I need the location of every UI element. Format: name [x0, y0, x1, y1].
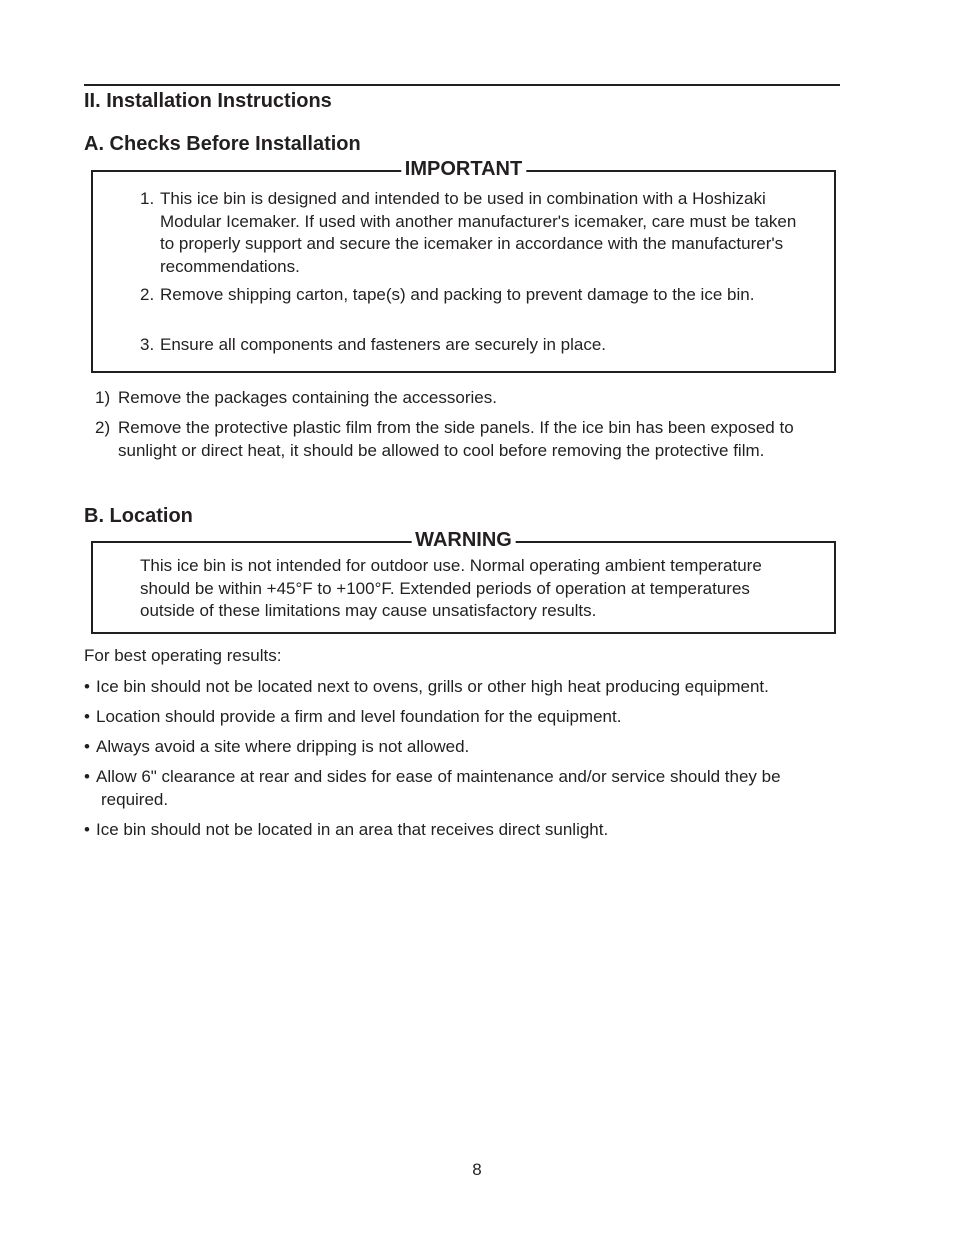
item-number: 2.: [140, 285, 155, 304]
important-item-1: [140, 188, 800, 278]
bullet-item-1: [84, 676, 844, 699]
bullet-text: Location should provide a firm and level foundation for the equipment.: [96, 707, 622, 726]
bullet-text: Always avoid a site where dripping is not allowed.: [96, 737, 470, 756]
bullet-item-2: [84, 706, 844, 729]
item-number: 3.: [140, 335, 155, 354]
bullet-symbol: •: [84, 677, 90, 696]
bullet-item-3: [84, 736, 844, 759]
warning-label: WARNING: [411, 528, 516, 552]
subsection-a-title: A. Checks Before Installation: [84, 133, 361, 155]
bullet-symbol: •: [84, 820, 90, 839]
important-item-3: [140, 334, 800, 357]
step-2: [95, 417, 840, 462]
page-number: 8: [472, 1160, 482, 1179]
item-text: This ice bin is designed and intended to be used in combination with a Hoshizaki Modular Icemaker. If used with another manufacturer's icemaker, care must be taken to properly support and secure the icemaker in accordance with the manufacturer's recommendations.: [160, 189, 797, 276]
header-rule: [84, 84, 840, 86]
section-title: II. Installation Instructions: [84, 90, 332, 112]
step-text: Remove the packages containing the accessories.: [118, 388, 497, 407]
important-item-2: [140, 284, 800, 307]
step-number: 1): [95, 388, 111, 407]
bullet-item-5: [84, 819, 844, 842]
item-number: 1.: [140, 189, 155, 208]
bullet-symbol: •: [84, 707, 90, 726]
item-text: Ensure all components and fasteners are securely in place.: [160, 335, 607, 354]
bullet-symbol: •: [84, 767, 90, 786]
important-label: IMPORTANT: [401, 157, 526, 181]
bullet-symbol: •: [84, 737, 90, 756]
bullet-item-4: [84, 766, 829, 811]
step-text: Remove the protective plastic film from the side panels. If the ice bin has been exposed to sunlight or direct heat, it should be allowed to cool before removing the protective film.: [118, 418, 794, 460]
bullet-text: Allow 6" clearance at rear and sides for ease of maintenance and/or service should they be required.: [96, 767, 781, 809]
subsection-b-title: B. Location: [84, 505, 193, 527]
bullet-text: Ice bin should not be located next to ovens, grills or other high heat producing equipment.: [96, 677, 769, 696]
item-text: Remove shipping carton, tape(s) and packing to prevent damage to the ice bin.: [160, 285, 755, 304]
bullet-text: Ice bin should not be located in an area that receives direct sunlight.: [96, 820, 609, 839]
best-results-intro: For best operating results:: [84, 646, 282, 665]
step-number: 2): [95, 418, 111, 437]
step-1: [95, 387, 845, 410]
warning-text: This ice bin is not intended for outdoor use. Normal operating ambient temperature should be within +45°F to +100°F. Extended periods of operation at temperatures outside of these limitations may cause unsatisfactory results.: [140, 556, 762, 620]
